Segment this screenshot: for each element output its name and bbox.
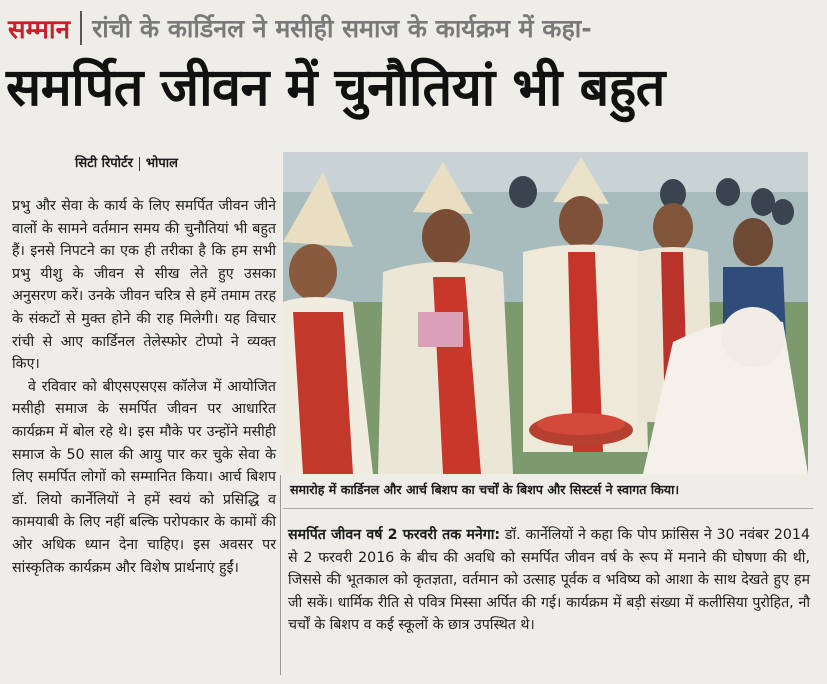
header-strip — [8, 8, 818, 48]
photo-caption: समारोह में कार्डिनल और आर्च बिशप का चर्चों के बिशप और सिस्टर्स ने स्वागत किया। — [290, 482, 680, 497]
byline-divider — [139, 157, 140, 171]
section-body: डॉ. कार्नेलियों ने कहा कि पोप फ्रांसिस ने 30 नवंबर 2014 से 2 फरवरी 2016 के बीच की अवधि को समर्पित जीवन वर्ष के रूप में मनाने की घोषणा की थी, जिससे की भूतकाल को कृतज्ञता, वर्तमान को उत्साह पूर्वक व भविष्य को आशा के साथ देखते हुए हम जी सकें। धार्मिक रीति से पवित्र मिस्सा अर्पित की गई। कार्यक्रम में बड़ी संख्या में कलीसिया पुरोहित, नौ चर्चों के बिशप व कई स्कूलों के छात्र उपस्थित थे। — [288, 527, 810, 634]
kicker-divider — [80, 11, 82, 45]
byline-reporter: सिटी रिपोर्टर — [75, 156, 133, 171]
article-paragraph-1: प्रभु और सेवा के कार्य के लिए समर्पित जीवन जीने वालों के सामने वर्तमान समय की चुनौतियां भी बहुत हैं। इनसे निपटने का एक ही तरीका है कि हम सभी प्रभु यीशु के जीवन से सीख लेते हुए उसका अनुसरण करें। उनके जीवन चरित्र से हमें तमाम तरह के संकटों से मुक्त होने की राह मिलेगी। यह विचार रांची से आए कार्डिनल तेलेस्फोर टोप्पो ने व्यक्त किए। — [12, 198, 276, 373]
headline: समर्पित जीवन में चुनौतियां भी बहुत — [6, 58, 665, 118]
subheadline: रांची के कार्डिनल ने मसीही समाज के कार्यक्रम में कहा- — [92, 14, 592, 43]
article-paragraph-2: वे रविवार को बीएसएसएस कॉलेज में आयोजित मसीही समाज के समर्पित जीवन पर आधारित कार्यक्रम में बोल रहे थे। इस मौके पर उन्होंने मसीही समाज के 50 साल की आयु पार कर चुके सेवा के लिए समर्पित लोगों को सम्मानित किया। आर्च बिशप डॉ. लियो कार्नेलियों ने हमें स्वयं को प्रसिद्धि व कामयाबी के लिए नहीं बल्कि परोपकार के कामों की ओर अधिक ध्यान देना चाहिए। इस अवसर पर सांस्कृतिक कार्यक्रम और विशेष प्रार्थनाएं हुईं। — [12, 378, 276, 576]
article-left-column — [12, 195, 276, 579]
section-lead: समर्पित जीवन वर्ष 2 फरवरी तक मनेगा: — [288, 527, 501, 543]
column-divider — [280, 475, 281, 675]
caption-divider — [283, 508, 813, 509]
byline-city: भोपाल — [145, 156, 178, 171]
article-bottom-section — [288, 524, 810, 637]
kicker-label: सम्मान — [8, 15, 71, 45]
ceremony-photo-illustration — [283, 152, 808, 474]
news-photo — [283, 152, 808, 474]
byline — [75, 153, 178, 171]
